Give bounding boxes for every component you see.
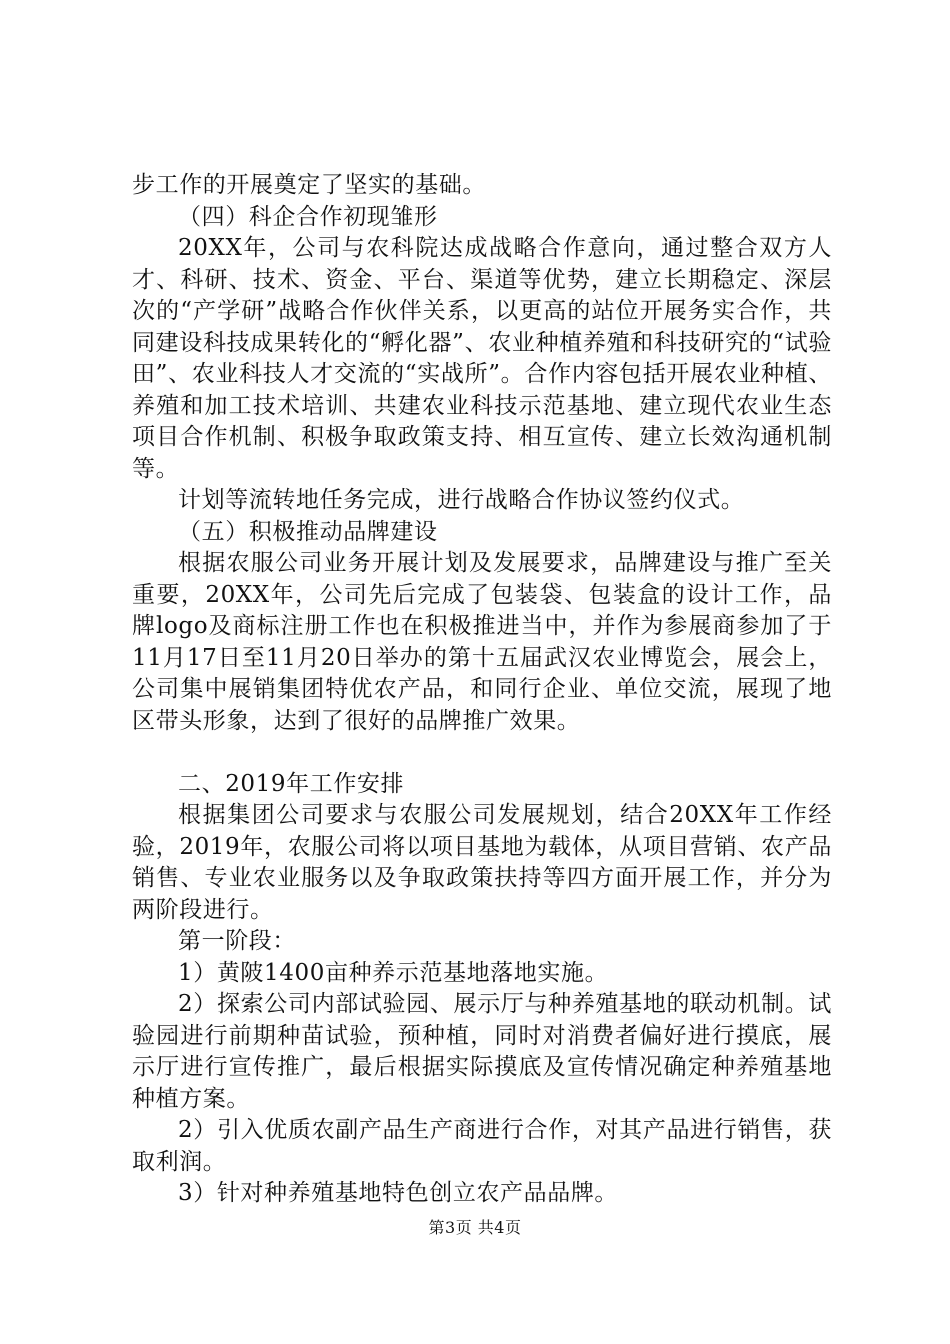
phase-one-heading: 第一阶段： [178, 928, 296, 954]
section-heading-4: （四）科企合作初现雏形 [178, 203, 438, 230]
page-number-footer: 第3页 共4页 [428, 1218, 522, 1237]
paragraph-plan: 计划等流转地任务完成，进行战略合作协议签约仪式。 [178, 487, 745, 513]
section-heading-5: （五）积极推动品牌建设 [178, 518, 438, 545]
list-item-1: 1）黄陂1400亩种养示范基地落地实施。 [178, 959, 609, 986]
paragraph-cooperation: 20XX年，公司与农科院达成战略合作意向，通过整合双方人才、科研、技术、资金、平台、渠道等优势，建立长期稳定、深层次的“产学研”战略合作伙伴关系，以更高的站位开展务实合作，共同建设科技成果转化的“孵化器”、农业种植养殖和科技研究的“试验田”、农业科技人才交流的“实战所”。合作内容包括开展农业种植、养殖和加工技术培训、共建农业科技示范基地、建立现代农业生态项目合作机制、积极争取政策支持、相互宣传、建立长效沟通机制等。 [132, 235, 832, 482]
list-item-3: 3）针对种养殖基地特色创立农产品品牌。 [178, 1180, 619, 1206]
section-heading-2019: 二、2019年工作安排 [178, 770, 405, 797]
paragraph-continuation: 步工作的开展奠定了坚实的基础。 [132, 172, 486, 198]
paragraph-arrangement: 根据集团公司要求与农服公司发展规划，结合20XX年工作经验，2019年，农服公司将以项目基地为载体，从项目营销、农产品销售、专业农业服务以及争取政策扶持等四方面开展工作，并分为两阶段进行。 [132, 802, 832, 923]
paragraph-brand: 根据农服公司业务开展计划及发展要求，品牌建设与推广至关重要，20XX年，公司先后完成了包装袋、包装盒的设计工作，品牌logo及商标注册工作也在积极推进当中，并作为参展商参加了于11月17日至11月20日举办的第十五届武汉农业博览会，展会上，公司集中展销集团特优农产品，和同行企业、单位交流，展现了地区带头形象，达到了很好的品牌推广效果。 [132, 550, 832, 734]
document-body [132, 170, 832, 1210]
list-item-2a: 2）探索公司内部试验园、展示厅与种养殖基地的联动机制。试验园进行前期种苗试验，预种植，同时对消费者偏好进行摸底，展示厅进行宣传推广，最后根据实际摸底及宣传情况确定种养殖基地种植方案。 [132, 991, 832, 1112]
list-item-2b: 2）引入优质农副产品生产商进行合作，对其产品进行销售，获取利润。 [132, 1117, 832, 1175]
paragraph-spacer [132, 737, 832, 769]
